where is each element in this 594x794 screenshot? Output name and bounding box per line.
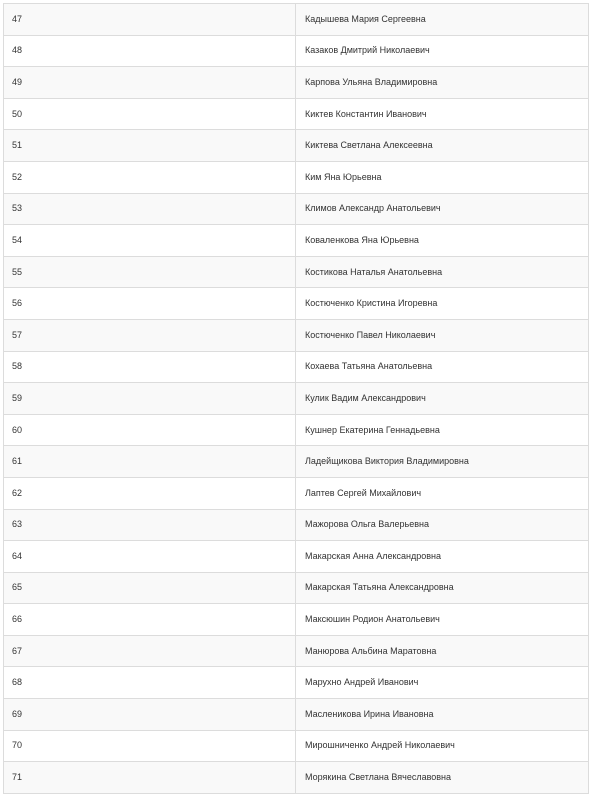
table-row xyxy=(4,509,589,541)
table-row xyxy=(4,730,589,762)
row-number-cell: 54 xyxy=(4,225,296,257)
row-number-cell: 67 xyxy=(4,635,296,667)
row-number-cell: 60 xyxy=(4,414,296,446)
row-number-cell: 47 xyxy=(4,4,296,36)
full-name-cell: Макарская Анна Александровна xyxy=(296,541,589,573)
row-number-cell: 55 xyxy=(4,256,296,288)
row-number-cell: 58 xyxy=(4,351,296,383)
full-name-cell: Марухно Андрей Иванович xyxy=(296,667,589,699)
full-name-cell: Костикова Наталья Анатольевна xyxy=(296,256,589,288)
row-number-cell: 68 xyxy=(4,667,296,699)
table-row xyxy=(4,572,589,604)
table-row xyxy=(4,98,589,130)
participants-table-container xyxy=(3,3,589,794)
row-number-cell: 63 xyxy=(4,509,296,541)
row-number-cell: 69 xyxy=(4,699,296,731)
full-name-cell: Манюрова Альбина Маратовна xyxy=(296,635,589,667)
table-row xyxy=(4,351,589,383)
table-row xyxy=(4,67,589,99)
full-name-cell: Кохаева Татьяна Анатольевна xyxy=(296,351,589,383)
table-row xyxy=(4,762,589,794)
row-number-cell: 64 xyxy=(4,541,296,573)
full-name-cell: Костюченко Павел Николаевич xyxy=(296,319,589,351)
table-row xyxy=(4,635,589,667)
row-number-cell: 71 xyxy=(4,762,296,794)
row-number-cell: 66 xyxy=(4,604,296,636)
full-name-cell: Макарская Татьяна Александровна xyxy=(296,572,589,604)
full-name-cell: Мажорова Ольга Валерьевна xyxy=(296,509,589,541)
table-row xyxy=(4,477,589,509)
full-name-cell: Масленикова Ирина Ивановна xyxy=(296,699,589,731)
table-row xyxy=(4,225,589,257)
full-name-cell: Морякина Светлана Вячеславовна xyxy=(296,762,589,794)
full-name-cell: Костюченко Кристина Игоревна xyxy=(296,288,589,320)
row-number-cell: 70 xyxy=(4,730,296,762)
row-number-cell: 57 xyxy=(4,319,296,351)
full-name-cell: Киктева Светлана Алексеевна xyxy=(296,130,589,162)
row-number-cell: 52 xyxy=(4,161,296,193)
full-name-cell: Мирошниченко Андрей Николаевич xyxy=(296,730,589,762)
table-row xyxy=(4,699,589,731)
row-number-cell: 62 xyxy=(4,477,296,509)
row-number-cell: 65 xyxy=(4,572,296,604)
full-name-cell: Ким Яна Юрьевна xyxy=(296,161,589,193)
table-row xyxy=(4,414,589,446)
full-name-cell: Казаков Дмитрий Николаевич xyxy=(296,35,589,67)
row-number-cell: 50 xyxy=(4,98,296,130)
table-row xyxy=(4,604,589,636)
row-number-cell: 49 xyxy=(4,67,296,99)
table-row xyxy=(4,193,589,225)
full-name-cell: Карпова Ульяна Владимировна xyxy=(296,67,589,99)
table-row xyxy=(4,130,589,162)
full-name-cell: Кулик Вадим Александрович xyxy=(296,383,589,415)
table-row xyxy=(4,667,589,699)
table-row xyxy=(4,256,589,288)
full-name-cell: Климов Александр Анатольевич xyxy=(296,193,589,225)
full-name-cell: Кадышева Мария Сергеевна xyxy=(296,4,589,36)
row-number-cell: 59 xyxy=(4,383,296,415)
full-name-cell: Максюшин Родион Анатольевич xyxy=(296,604,589,636)
table-row xyxy=(4,4,589,36)
full-name-cell: Коваленкова Яна Юрьевна xyxy=(296,225,589,257)
table-row xyxy=(4,383,589,415)
table-row xyxy=(4,319,589,351)
full-name-cell: Кушнер Екатерина Геннадьевна xyxy=(296,414,589,446)
row-number-cell: 53 xyxy=(4,193,296,225)
row-number-cell: 48 xyxy=(4,35,296,67)
table-row xyxy=(4,541,589,573)
table-row xyxy=(4,446,589,478)
row-number-cell: 56 xyxy=(4,288,296,320)
participants-table xyxy=(3,3,589,794)
full-name-cell: Киктев Константин Иванович xyxy=(296,98,589,130)
table-row xyxy=(4,35,589,67)
full-name-cell: Ладейщикова Виктория Владимировна xyxy=(296,446,589,478)
table-row xyxy=(4,161,589,193)
row-number-cell: 51 xyxy=(4,130,296,162)
row-number-cell: 61 xyxy=(4,446,296,478)
table-row xyxy=(4,288,589,320)
table-body xyxy=(4,4,589,794)
full-name-cell: Лаптев Сергей Михайлович xyxy=(296,477,589,509)
